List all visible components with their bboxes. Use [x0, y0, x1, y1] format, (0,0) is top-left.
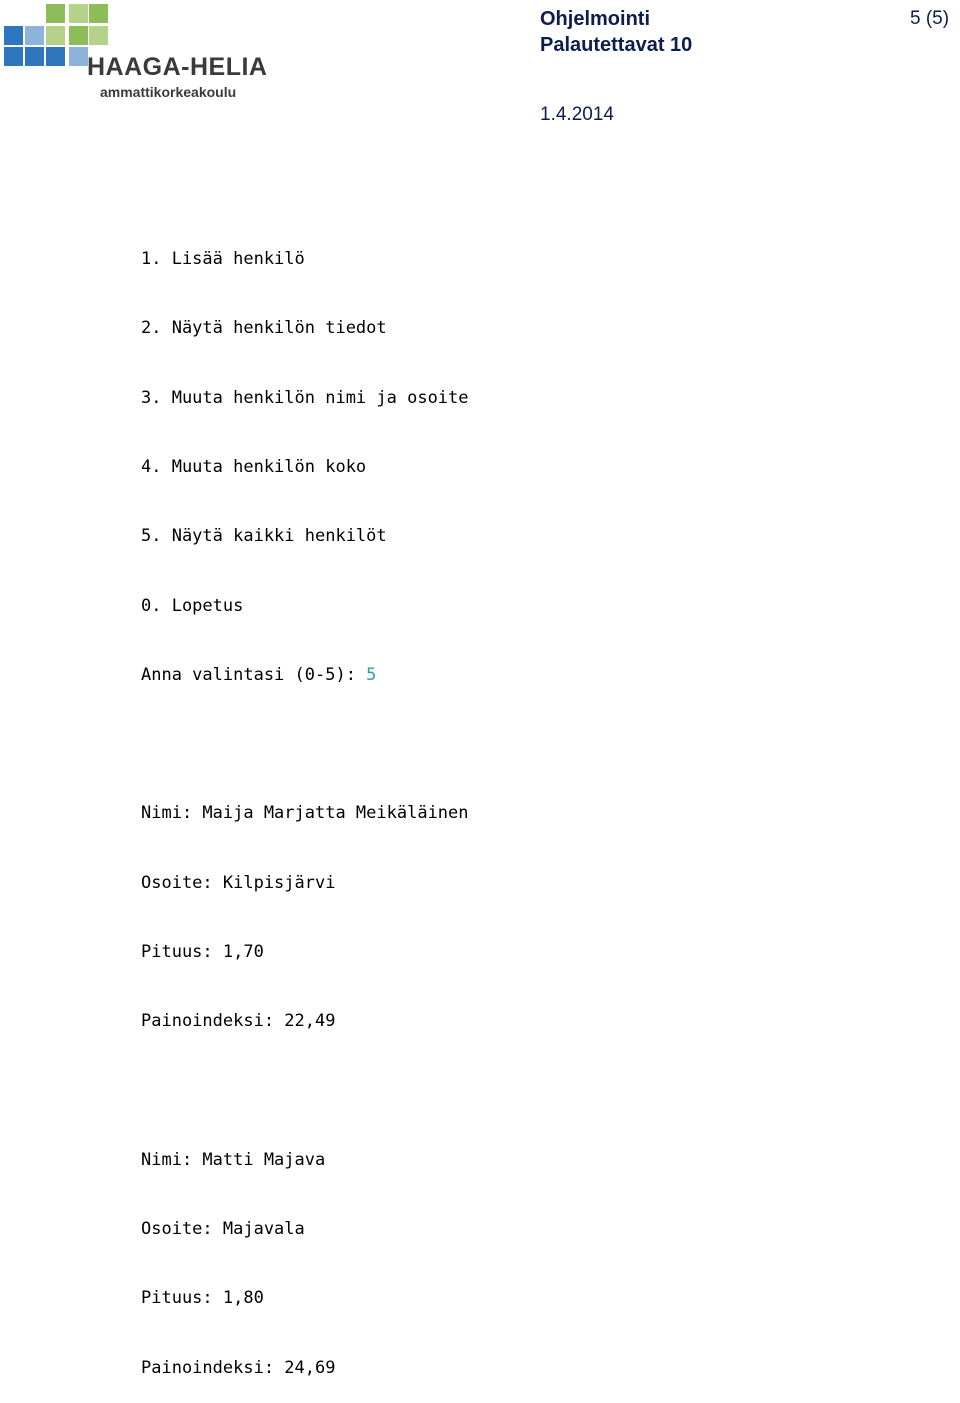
person-height: Pituus: 1,70	[141, 942, 264, 962]
menu-item: 5. Näytä kaikki henkilöt	[141, 526, 387, 547]
assignment-title: Palautettavat 10	[540, 34, 693, 56]
logo-subtitle: ammattikorkeakoulu	[100, 84, 237, 100]
person-height: Pituus: 1,80	[141, 1288, 264, 1309]
menu-item: 4. Muuta henkilön koko	[141, 457, 367, 478]
haaga-helia-logo	[0, 0, 280, 110]
person-address: Osoite: Kilpisjärvi	[141, 872, 336, 893]
blank-line	[141, 1080, 469, 1103]
prompt-line	[141, 664, 469, 687]
console-output	[141, 202, 469, 1403]
user-input: 5	[366, 664, 377, 685]
menu-item: 0. Lopetus	[141, 595, 244, 616]
blank-line	[141, 733, 469, 756]
person-bmi: Painoindeksi: 24,69	[141, 1357, 336, 1378]
course-title: Ohjelmointi	[540, 8, 650, 30]
logo-name: HAAGA-HELIA	[87, 53, 268, 81]
prompt-text: Anna valintasi (0-5):	[141, 664, 367, 685]
person-name: Nimi: Maija Marjatta Meikäläinen	[141, 803, 469, 824]
document-date: 1.4.2014	[540, 104, 614, 125]
page-number: 5 (5)	[910, 8, 950, 29]
person-address: Osoite: Majavala	[141, 1219, 305, 1240]
menu-item: 3. Muuta henkilön nimi ja osoite	[141, 387, 469, 408]
person-bmi: Painoindeksi: 22,49	[141, 1011, 336, 1032]
menu-item: 2. Näytä henkilön tiedot	[141, 318, 387, 339]
menu-item: 1. Lisää henkilö	[141, 249, 305, 270]
person-name: Nimi: Matti Majava	[141, 1149, 326, 1170]
